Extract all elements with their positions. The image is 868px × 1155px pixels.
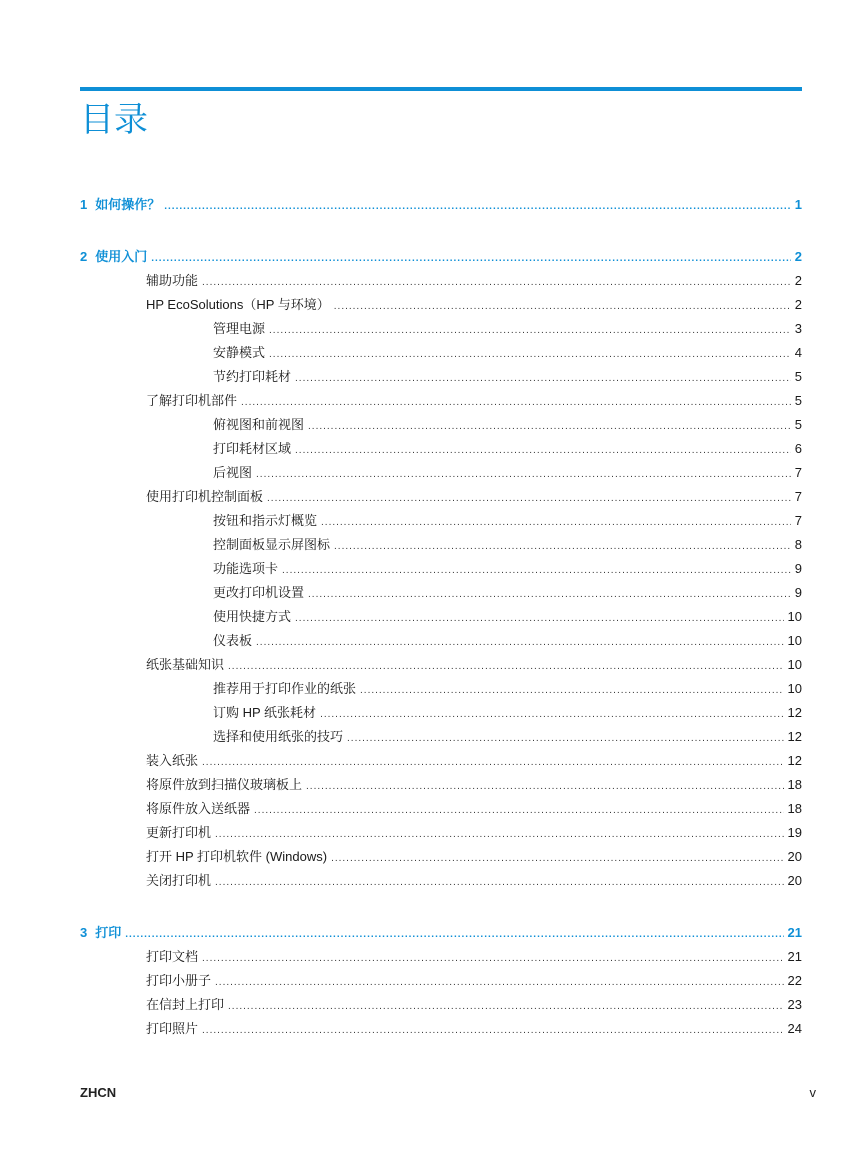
toc-chapter-entry[interactable] [80,925,802,943]
toc-page-number: 21 [787,949,802,964]
toc-page-number: 7 [794,465,802,480]
toc-entry-label [146,997,224,1013]
toc-entry[interactable] [146,949,802,967]
toc-dot-leader [360,683,784,699]
toc-page-number: 7 [794,513,802,528]
toc-page-number: 23 [787,997,802,1012]
toc-entry-text: 纸张基础知识 [146,657,225,672]
toc-dot-leader [347,731,784,747]
toc-page-number: 7 [794,489,802,504]
toc-entry[interactable] [146,297,802,315]
toc-entry-label [213,345,265,361]
toc-page-number: 18 [787,801,802,816]
page-title: 目录 [80,101,148,139]
toc-page-number: 21 [787,925,802,940]
toc-page-number: 10 [787,609,802,624]
toc-entry-text: 如何操作？ [95,197,161,212]
toc-entry[interactable] [146,997,802,1015]
toc-entry[interactable] [213,417,802,435]
toc-page-number: 5 [794,393,802,408]
toc-entry[interactable] [213,513,802,531]
toc-dot-leader [334,539,791,555]
toc-entry-label [146,393,237,409]
toc-entry-text: 使用打印机控制面板 [146,489,264,504]
footer-page-number: v [809,1085,816,1100]
toc-entry-label [146,489,263,505]
toc-dot-leader [308,587,791,603]
toc-dot-leader [295,371,791,387]
toc-dot-leader [241,395,791,411]
toc-entry-label [146,849,327,865]
toc-entry-label [146,657,224,673]
toc-chapter-entry[interactable] [80,197,802,215]
toc-entry[interactable] [146,273,802,291]
toc-entry-label [146,949,198,965]
toc-entry-label [146,777,302,793]
toc-entry-label [213,417,304,433]
toc-entry-label [213,609,291,625]
toc-entry[interactable] [146,1021,802,1039]
toc-entry-label [146,1021,198,1037]
toc-dot-leader [254,803,784,819]
toc-chapter-entry[interactable] [80,249,802,267]
toc-entry-text: 打印 [95,925,122,940]
toc-entry-text: 按钮和指示灯概览 [213,513,318,528]
toc-dot-leader [164,199,791,215]
toc-entry-text: HP EcoSolutions（HP 与环境） [146,297,330,312]
toc-entry-text: 关闭打印机 [146,873,212,888]
toc-dot-leader [269,323,791,339]
toc-page-number: 2 [794,297,802,312]
toc-dot-leader [282,563,791,579]
toc-entry-text: 管理电源 [213,321,266,336]
toc-entry-label [213,681,356,697]
toc-entry[interactable] [146,753,802,771]
toc-entry-text: 打印照片 [146,1021,199,1036]
toc-page-number: 8 [794,537,802,552]
toc-page-number: 2 [794,249,802,264]
toc-dot-leader [215,975,784,991]
toc-entry-text: 选择和使用纸张的技巧 [213,729,344,744]
toc-page-number: 2 [794,273,802,288]
toc-entry[interactable] [213,369,802,387]
toc-page-number: 18 [787,777,802,792]
toc-page-number: 4 [794,345,802,360]
toc-dot-leader [267,491,791,507]
toc-dot-leader [256,467,791,483]
toc-entry[interactable] [146,777,802,795]
toc-entry-text: 了解打印机部件 [146,393,238,408]
toc-entry-label [213,585,304,601]
toc-page-number: 9 [794,585,802,600]
toc-entry-label [80,925,121,941]
toc-entry-label [213,729,343,745]
toc-entry-label [213,633,252,649]
toc-entry-text: 打印小册子 [146,973,212,988]
toc-dot-leader [202,275,791,291]
toc-dot-leader [202,1023,784,1039]
toc-entry[interactable] [213,465,802,483]
toc-entry[interactable] [146,849,802,867]
toc-entry[interactable] [213,441,802,459]
toc-entry-text: 控制面板显示屏图标 [213,537,331,552]
toc-entry-text: 在信封上打印 [146,997,225,1012]
toc-entry-label [213,537,330,553]
toc-entry-label [146,753,198,769]
toc-entry-text: 安静模式 [213,345,266,360]
toc-dot-leader [331,851,783,867]
footer-language-code: ZHCN [80,1085,117,1100]
toc-page-number: 12 [787,705,802,720]
toc-page-number: 1 [794,197,802,212]
toc-entry[interactable] [213,345,802,363]
toc-entry-text: 使用入门 [95,249,148,264]
toc-entry-text: 将原件放入送纸器 [146,801,251,816]
toc-dot-leader [269,347,791,363]
toc-entry[interactable] [146,801,802,819]
toc-entry[interactable] [213,585,802,603]
toc-dot-leader [151,251,791,267]
toc-page-number: 12 [787,753,802,768]
toc-entry-text: 使用快捷方式 [213,609,292,624]
toc-entry-label [213,369,291,385]
toc-dot-leader [295,443,791,459]
toc-dot-leader [125,927,783,943]
toc-entry[interactable] [213,681,802,699]
toc-page-number: 20 [787,873,802,888]
toc-entry-label [213,705,316,721]
toc-entry[interactable] [146,489,802,507]
toc-entry-text: 辅助功能 [146,273,199,288]
toc-entry-text: 仪表板 [213,633,253,648]
toc-entry-text: 打开 HP 打印机软件 (Windows) [146,849,328,864]
toc-entry-text: 更新打印机 [146,825,212,840]
toc-chapter-number: 1 [80,197,88,212]
toc-entry[interactable] [213,561,802,579]
toc-entry[interactable] [213,537,802,555]
toc-entry[interactable] [146,393,802,411]
toc-entry-text: 推荐用于打印作业的纸张 [213,681,357,696]
toc-entry[interactable] [213,633,802,651]
toc-dot-leader [215,827,784,843]
toc-dot-leader [228,659,784,675]
toc-entry-label [213,561,278,577]
toc-entry-text: 订购 HP 纸张耗材 [213,705,317,720]
toc-dot-leader [202,755,784,771]
toc-entry-text: 将原件放到扫描仪玻璃板上 [146,777,303,792]
toc-entry[interactable] [213,609,802,627]
toc-dot-leader [295,611,784,627]
toc-entry[interactable] [213,729,802,747]
toc-entry-label [213,513,317,529]
toc-entry-label [146,273,198,289]
toc-page-number: 19 [787,825,802,840]
toc-entry[interactable] [213,705,802,723]
toc-page-number: 10 [787,633,802,648]
toc-page-number: 5 [794,369,802,384]
toc-entry[interactable] [146,657,802,675]
toc-dot-leader [215,875,784,891]
toc-dot-leader [256,635,784,651]
toc-page-number: 24 [787,1021,802,1036]
toc-entry[interactable] [146,973,802,991]
toc-page-number: 22 [787,973,802,988]
toc-dot-leader [202,951,784,967]
toc-entry-label [80,249,147,265]
toc-entry-label [213,441,291,457]
toc-entry[interactable] [146,873,802,891]
toc-chapter-number: 3 [80,925,88,940]
toc-entry-label [80,197,160,213]
toc-page-number: 5 [794,417,802,432]
toc-entry-text: 后视图 [213,465,253,480]
toc-entry-label [146,825,211,841]
toc-dot-leader [308,419,791,435]
toc-page-number: 6 [794,441,802,456]
toc-dot-leader [320,707,783,723]
toc-entry[interactable] [146,825,802,843]
toc-page-number: 12 [787,729,802,744]
toc-page-number: 20 [787,849,802,864]
toc-entry-text: 功能选项卡 [213,561,279,576]
toc-dot-leader [321,515,791,531]
toc-page-number: 10 [787,657,802,672]
toc-dot-leader [334,299,791,315]
toc-entry-text: 更改打印机设置 [213,585,305,600]
toc-entry-label [146,297,330,313]
toc-entry-label [213,465,252,481]
toc-entry-text: 俯视图和前视图 [213,417,305,432]
toc-entry-label [146,873,211,889]
toc-entry-label [146,973,211,989]
toc-entry-text: 打印文档 [146,949,199,964]
toc-entry-text: 装入纸张 [146,753,199,768]
toc-entry[interactable] [213,321,802,339]
toc-chapter-number: 2 [80,249,88,264]
toc-page-number: 9 [794,561,802,576]
toc-entry-text: 打印耗材区域 [213,441,292,456]
toc-entry-text: 节约打印耗材 [213,369,292,384]
toc-dot-leader [228,999,784,1015]
toc-dot-leader [306,779,784,795]
toc-entry-label [213,321,265,337]
toc-page-number: 3 [794,321,802,336]
toc-page-number: 10 [787,681,802,696]
toc-entry-label [146,801,250,817]
